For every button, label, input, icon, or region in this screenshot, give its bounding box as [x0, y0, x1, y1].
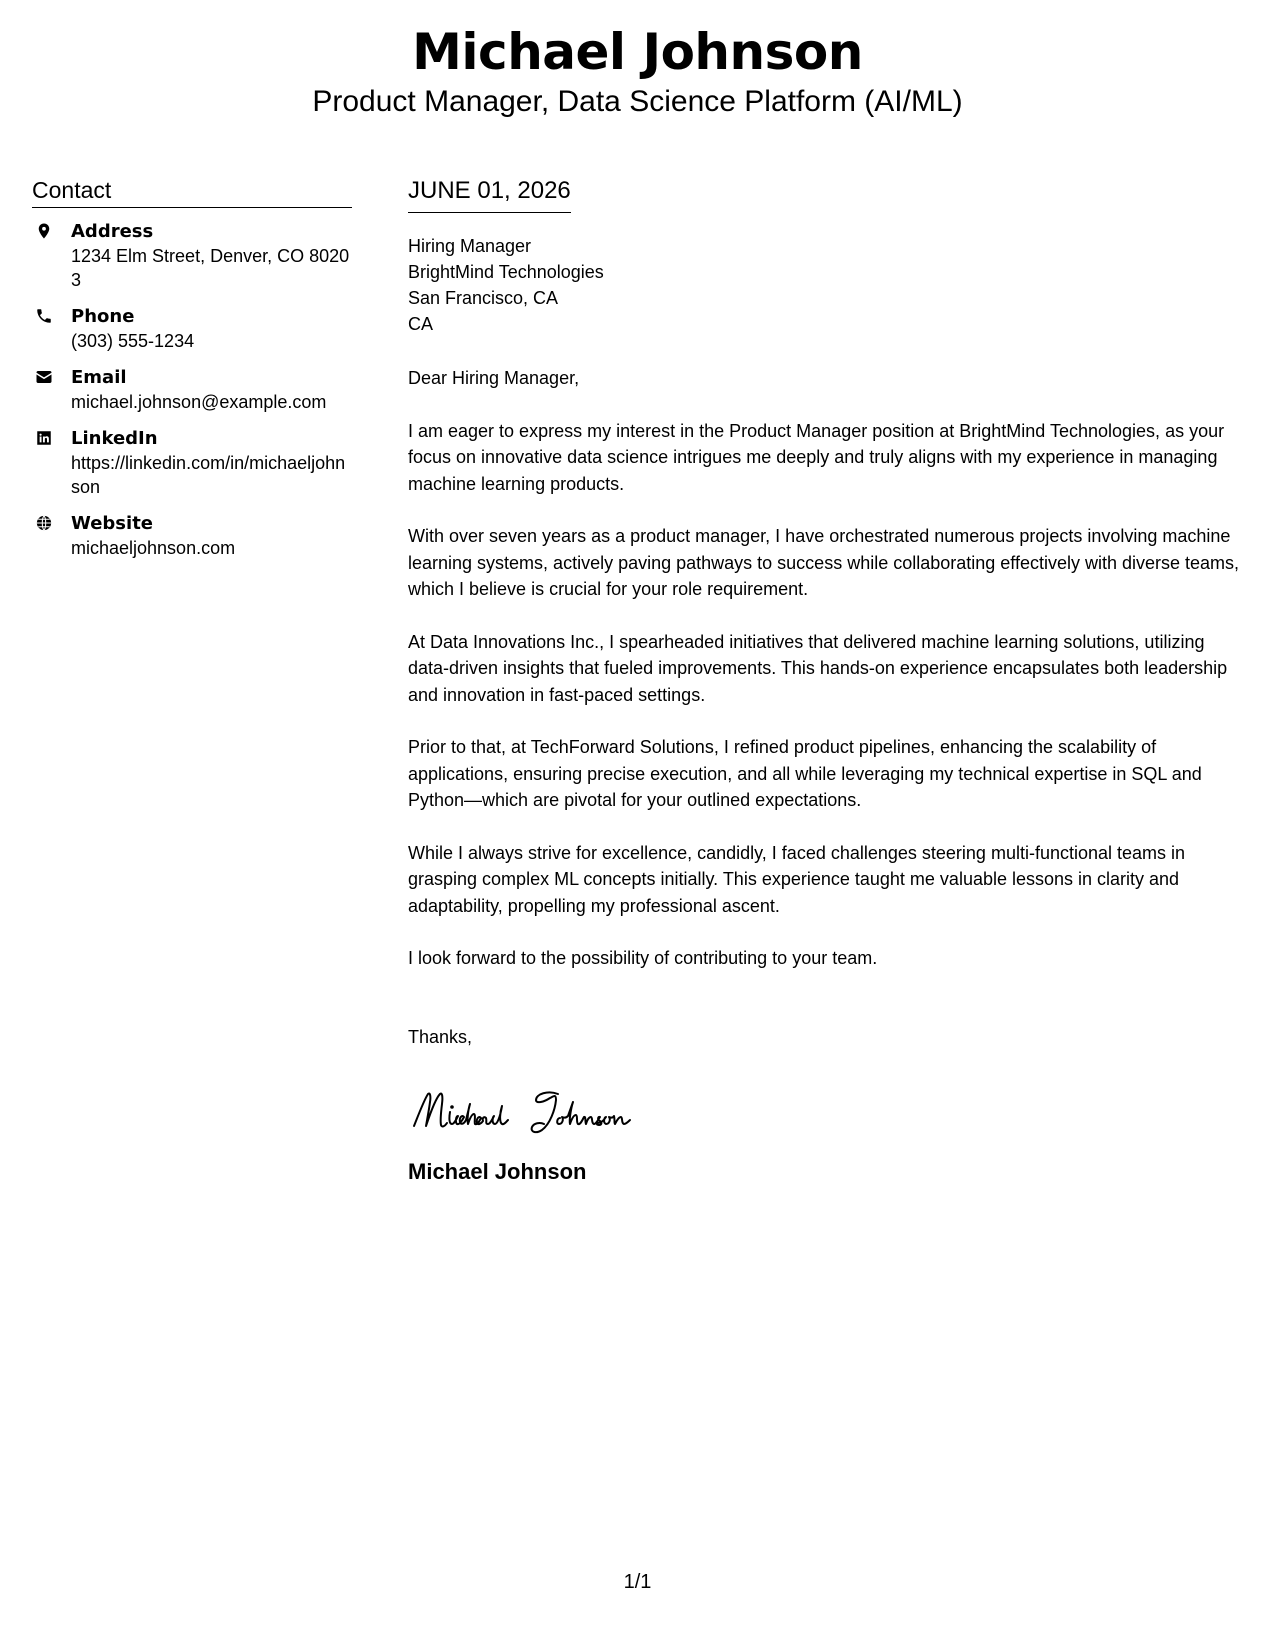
contact-email — [32, 366, 352, 414]
job-title: Product Manager, Data Science Platform (AI/ML) — [312, 85, 963, 118]
closing: Thanks, — [408, 1026, 473, 1047]
letter-paragraph: At Data Innovations Inc., I spearheaded initiatives that delivered machine learning solutions, utilizing data-driven insights that fueled improvements. This hands-on experience encapsulates both leadership and innovation in fast-paced settings. — [408, 631, 1228, 705]
letter-paragraph: While I always strive for excellence, candidly, I faced challenges steering multi-functional teams in grasping complex ML concepts initially. This experience taught me valuable lessons in clarity and adaptability, propelling my professional ascent. — [408, 842, 1186, 916]
contact-label: Phone — [71, 306, 135, 327]
applicant-name: Michael Johnson — [412, 23, 863, 81]
letter-paragraph: I am eager to express my interest in the Product Manager position at BrightMind Technologies, as your focus on innovative data science intrigues me deeply and truly aligns with my experience in managing machine learning products. — [408, 420, 1225, 494]
contact-heading: Contact — [32, 176, 352, 208]
contact-label: LinkedIn — [71, 428, 158, 449]
contact-label: Address — [71, 221, 154, 242]
phone-icon — [35, 307, 53, 325]
linkedin-icon — [35, 429, 53, 447]
recipient-line: CA — [408, 314, 434, 334]
letter-paragraph: Prior to that, at TechForward Solutions, I refined product pipelines, enhancing the scalability of applications, ensuring precise execution, and all while leveraging my technical expertise in SQL and Python—which are pivotal for your outlined expectations. — [408, 737, 1202, 810]
signer-name: Michael Johnson — [408, 1159, 587, 1184]
salutation: Dear Hiring Manager, — [408, 368, 580, 388]
contact-value: (303) 555-1234 — [71, 331, 195, 351]
recipient-line: San Francisco, CA — [408, 288, 559, 308]
contact-website — [32, 512, 352, 560]
contact-address — [32, 220, 352, 292]
recipient-line: Hiring Manager — [408, 236, 532, 256]
letter-paragraph: With over seven years as a product manager, I have orchestrated numerous projects involving machine learning systems, actively paving pathways to success while collaborating effectively with diverse teams, which I believe is crucial for your role requirement. — [408, 526, 1240, 599]
globe-icon — [35, 514, 53, 532]
letter-paragraph: I look forward to the possibility of contributing to your team. — [408, 948, 878, 968]
contact-value: michaeljohnson.com — [71, 538, 236, 558]
cover-letter-body — [408, 176, 1243, 1186]
contact-label: Email — [71, 367, 127, 388]
envelope-icon — [35, 368, 53, 386]
contact-value: 1234 Elm Street, Denver, CO 80203 — [71, 246, 350, 290]
map-pin-icon — [35, 222, 53, 240]
header — [0, 22, 1275, 120]
contact-value: https://linkedin.com/in/michaeljohnson — [71, 453, 346, 497]
recipient-line: BrightMind Technologies — [408, 262, 604, 282]
contact-sidebar — [32, 176, 352, 573]
signature-image — [408, 1080, 668, 1140]
page-number: 1/1 — [623, 1571, 652, 1593]
recipient-block — [408, 233, 1243, 337]
contact-label: Website — [71, 513, 154, 534]
letter-date: JUNE 01, 2026 — [408, 176, 571, 213]
contact-linkedin — [32, 427, 352, 499]
contact-value: michael.johnson@example.com — [71, 392, 327, 412]
contact-phone — [32, 305, 352, 353]
